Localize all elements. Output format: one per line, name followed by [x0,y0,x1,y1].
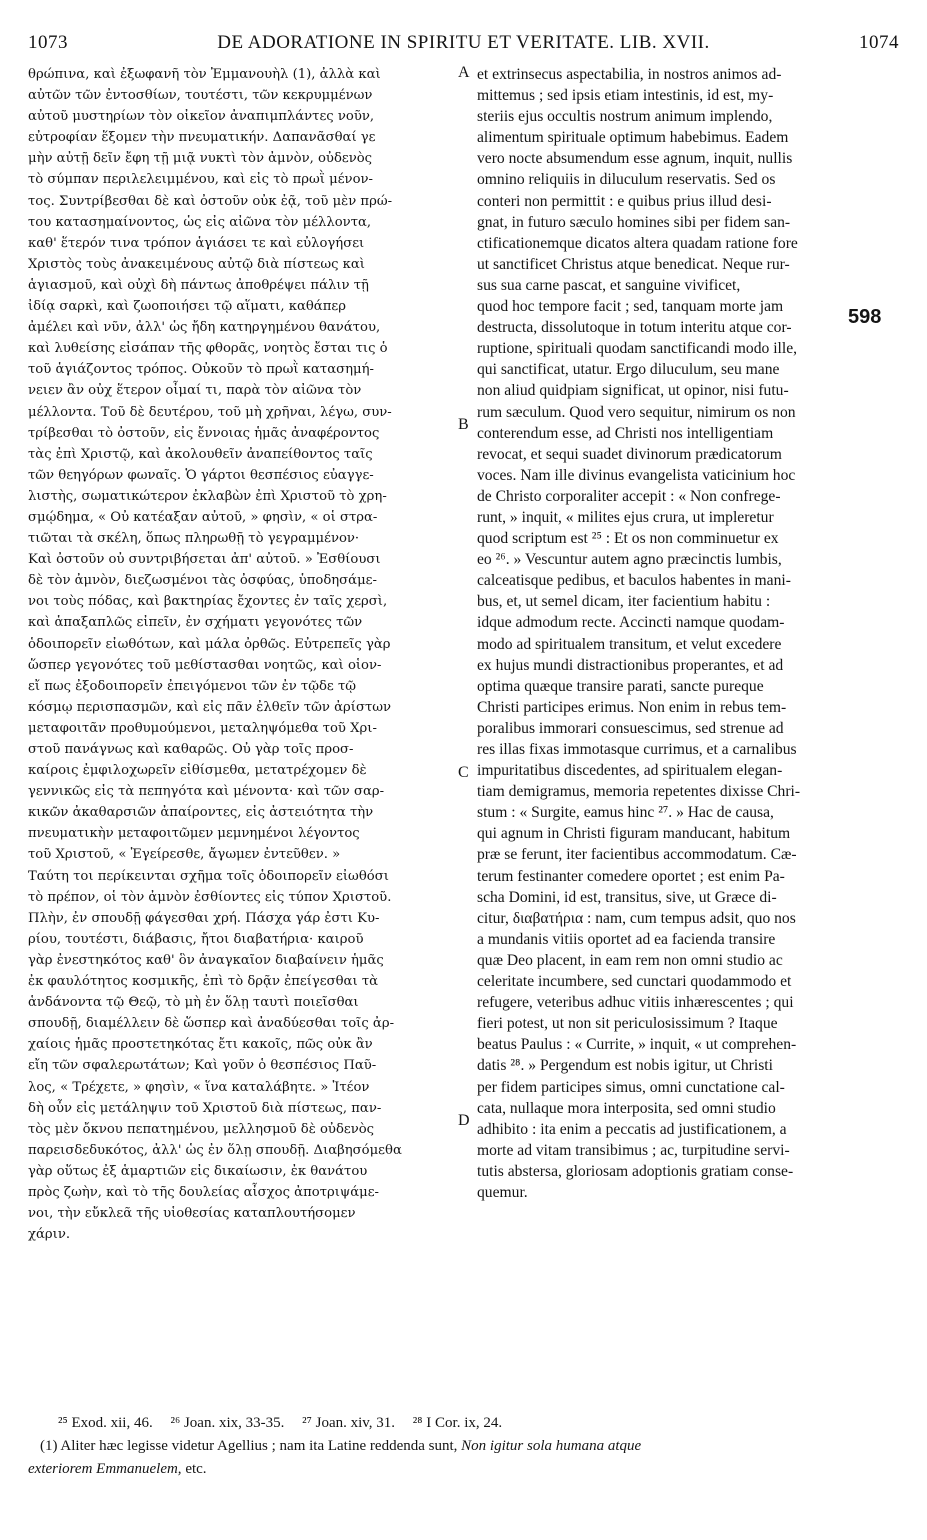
greek-text-line: τῶν θεηγόρων φωναῖς. Ὁ γάρτοι θεσπέσιος εὐαγγε- [28,467,374,483]
latin-text-line: præ se ferunt, iter facientibus accommodatum. Cæ- [477,846,797,864]
greek-text-line: τὸς μὲν ὄκνου πεπατημένου, μελλησμοῦ δὲ οὐδενὸς [28,1121,375,1137]
latin-text-line: bus, et, ut semel dicam, iter facientium habitu : [477,593,771,611]
greek-text-line: αὐτοῦ μυστηρίων τὸν οἰκεῖον ἀναπιμπλάντες νοῦν, [28,109,375,125]
latin-text-line: optima quæque transire parati, sancte pureque [477,677,764,695]
greek-text-line: λος, « Τρέχετε, » φησὶν, « ἵνα καταλάβητε. » Ἰτέον [28,1079,370,1095]
greek-text-line: γὰρ οὕτως ἐξ ἁμαρτιῶν εἰς δικαίωσιν, ἐκ θανάτου [28,1163,368,1179]
greek-text-line: εἴ πως ἐξοδοιπορεῖν ἐπειγόμενοι τῶν ἐν τῷδε τῷ [28,678,356,694]
latin-text-line: citur, διαβατήρια : nam, cum tempus adsit, quo nos [477,909,796,927]
greek-text-line: αὐτῶν τῶν ἐντοσθίων, τουτέστι, τῶν κεκρυμμένων [28,88,373,104]
latin-text-line: res illas fixas immotasque currimus, et a carnalibus [477,741,797,758]
greek-text-line: Ταύτη τοι περίκεινται σχῆμα τοῖς ὁδοιπορεῖν εἰωθόσι [28,868,389,884]
latin-text-line: runt, » inquit, « milites ejus crura, ut impleretur [477,508,774,526]
margin-section-number: 598 [848,306,882,328]
greek-text-line: θρώπινα, καὶ ἐξωφανῆ τὸν Ἐμμανουὴλ (1), ἀλλὰ καὶ [28,67,381,82]
footnote-note-text: (1) Aliter hæc legisse videtur Agellius ; nam ita Latine reddenda sunt, [40,1438,458,1454]
latin-text-line: de Christo corporaliter accepit : « Non confrege- [477,487,781,505]
greek-text-column [28,64,454,1245]
greek-text-line: Χριστὸς τοὺς ἀνακειμένους αὐτῷ διὰ πίστεως καὶ [28,256,365,272]
latin-text-line: conterendum esse, ad Christi nos intelligentiam [477,424,774,442]
running-header [28,32,899,60]
latin-text-line: calceatisque pedibus, et baculos habentes in mani- [477,572,791,590]
latin-text-line: ex hujus mundi distractionibus properantes, et ad [477,656,784,674]
greek-text-line: ἀμέλει καὶ νῦν, ἀλλ' ὡς ἤδη κατηργημένου θανάτου, [28,320,381,336]
greek-text-line: σμῴδημα, « Οὐ κατέαξαν αὐτοῦ, » φησὶν, « οἱ στρα- [28,509,378,525]
latin-text-line: per fidem participes simus, omni cunctatione cal- [477,1078,785,1096]
greek-text-line: σπουδῇ, διαμέλλειν δὲ ὥσπερ καὶ ἀναδύεσθαι τοῖς ἀρ- [28,1016,395,1032]
latin-text-line: poralibus immorari consuescimus, sed strenue ad [477,719,784,737]
latin-text-line: refugere, veteribus adhuc vitiis inhærescentes ; qui [477,994,794,1012]
greek-text-line: εἴη τῶν σφαλερωτάτων; Καὶ γοῦν ὁ θεσπέσιος Παῦ- [28,1058,377,1074]
greek-text-line: πρὸς ζωὴν, καὶ τὸ τῆς δουλείας αἶσχος ἀποτριψάμε- [28,1184,380,1200]
footnote-ref: ²⁵ Exod. xii, 46. [58,1415,153,1431]
greek-text-line: Καὶ ὀστοῦν οὐ συντριβήσεται ἀπ' αὐτοῦ. » Ἐσθίουσι [28,552,381,568]
greek-text-line: δὴ οὖν εἰς μετάληψιν τοῦ Χριστοῦ διὰ πίστεως, παν- [28,1100,382,1116]
latin-text-line: voces. Nam ille divinus evangelista vaticinium hoc [477,466,796,484]
greek-text-line: νοι, τὴν εὔκλεᾶ τῆς υἱοθεσίας καταπλουτήσομεν [28,1206,356,1222]
greek-text-line: ρίου, τουτέστι, διάβασις, ἤτοι διαβατήρια· καιροῦ [28,931,364,947]
latin-text-line: steriis ejus occultis nostrum animum implendo, [477,108,773,126]
margin-letter-a: A [458,64,470,81]
greek-text-line: ὥσπερ γεγονότες τοῦ μεθίστασθαι νοητῶς, καὶ οἱον- [28,657,382,673]
greek-text-line: μέλλοντα. Τοῦ δὲ δευτέρου, τοῦ μὴ χρῆναι, λέγω, συν- [28,404,392,420]
greek-text-line: κόσμῳ περισπασμῶν, καὶ εἰς πᾶν ἐλθεῖν τῶν ἀρίστων [28,699,392,715]
margin-letter-c: C [458,764,469,781]
latin-text-line: vero nocte absumendum esse agnum, inquit, nullis [477,150,793,168]
footnote-note-line1 [28,1435,899,1458]
footnote-note-line2 [28,1458,899,1481]
greek-text-line: καθ' ἕτερόν τινα τρόπον ἁγιάσει τε καὶ εὐλογήσει [28,235,365,251]
latin-text-line: tutis abstersa, gloriosam adoptionis gratiam conse- [477,1162,794,1180]
greek-text-line: τοῦ ἁγιάζοντος τρόπος. Οὐκοῦν τὸ πρωῒ κατασημή- [28,362,374,378]
latin-text-line: ut sanctificet Christus atque benedicat. Neque rur- [477,255,790,273]
latin-text-line: revocat, et sequi suadet divinorum prædicatorum [477,445,782,463]
greek-text-line: μὴν αὐτῇ δεῖν ἔφη τῇ μιᾷ νυκτὶ τὸν ἀμνὸν, οὐδενὸς [28,151,373,167]
footnotes [28,1412,899,1481]
page-number-right: 1074 [859,32,899,53]
latin-text-line: ruptione, spirituali quodam sanctificandi modo ille, [477,340,798,358]
greek-text-line: καὶ λυθείσης εἰσάπαν τῆς φθορᾶς, νοητὸς ἔσται τις ὁ [28,341,388,357]
greek-text-line: στοῦ πανάγνως καὶ καθαρῶς. Οὐ γὰρ τοῖς προσ- [28,742,354,757]
latin-text-line: quemur. [477,1183,528,1201]
latin-text-line: quod scriptum est ²⁵ : Et os non comminuetur ex [477,530,779,548]
latin-text-line: omnino reliquiis in diluculum reservatis. Sed os [477,171,776,189]
latin-text-line: quæ Deo placent, in eam rem non omni studio ac [477,951,783,969]
greek-text-line: λιστὴς, σωματικώτερον ἐκλαβὼν ἐπὶ Χριστοῦ τὸ χρη- [28,488,387,504]
latin-text-column [477,64,895,1203]
greek-text-line: τὰς ἐπὶ Χριστῷ, καὶ ἀκολουθεῖν ἀναπείθοντος ταῖς [28,446,373,462]
latin-text-line: alimentum spirituale optimum habebimus. Eadem [477,129,789,147]
greek-text-line: τιῶται τὰ σκέλη, ὅπως πληρωθῇ τὸ γεγραμμένον· [28,531,360,547]
greek-text-line: ἁνδάνοντα τῷ Θεῷ, τὸ μὴ ἐν ὅλῃ ταυτὶ ποιεῖσθαι [28,995,359,1011]
latin-text-line: destructa, dissolutoque in totum interitu atque cor- [477,319,792,337]
greek-text-line: εὐτροφίαν ἕξομεν τὴν πνευματικήν. Δαπανᾶσθαί γε [28,130,376,146]
latin-text-line: conteri non permittit : e quibus prius illud desi- [477,192,772,210]
latin-text-line: datis ²⁸. » Pergendum est nobis igitur, ut Christi [477,1057,773,1075]
latin-text-line: modo ad spiritualem transitum, et velut excedere [477,635,782,653]
greek-text-line: χάριν. [28,1227,71,1243]
latin-text-line: a mundanis vitiis oportet ad ea facienda transire [477,930,776,948]
latin-text-line: morte ad vitam transibimus ; ac, turpitudine servi- [477,1141,790,1159]
latin-text-line: celeritate incumbere, sed cunctari quodammodo et [477,973,792,991]
greek-text-line: Πλὴν, ἐν σπουδῇ φάγεσθαι χρή. Πάσχα γάρ ἐστι Κυ- [28,910,380,926]
latin-text-line: stum : « Surgite, eamus hinc ²⁷. » Hac de causa, [477,804,774,822]
greek-text-line: κικῶν ἀκαθαρσιῶν ἀπαίροντες, εἰς ἀστειότητα τὴν [28,805,374,821]
latin-text-line: sus sua carne pascat, et sanguine vivificet, [477,276,741,294]
greek-text-line: ἁγιασμοῦ, καὶ οὐχὶ δὴ πάντως ἀποθρέψει πάλιν τῇ [28,277,369,293]
footnote-note-italic: Non igitur sola humana atque [461,1438,642,1454]
greek-text-line: τὸ πρέπον, οἱ τὸν ἀμνὸν ἐσθίοντες εἰς τύπον Χριστοῦ. [28,889,392,905]
latin-text-line: mittemus ; sed ipsis etiam intestinis, id est, my- [477,87,774,105]
greek-text-line: χαίοις ἡμᾶς προστετηκότας ἔτι κακοῖς, πῶς οὐκ ἂν [28,1037,373,1053]
latin-text-line: terum festinanter comedere oportet ; est enim Pa- [477,867,785,885]
greek-text-line: νειεν ἂν οὐχ ἕτερον οἶμαί τι, παρὰ τὸν αἰῶνα τὸν [28,383,362,399]
greek-text-line: καίροις ἐμφιλοχωρεῖν εἰθίσμεθα, μετατρέχομεν δὲ [28,763,367,779]
greek-text-line: τοῦ Χριστοῦ, « Ἐγείρεσθε, ἄγωμεν ἐντεῦθεν. » [28,847,341,863]
running-title: DE ADORATIONE IN SPIRITU ET VERITATE. LIB. XVII. [217,32,710,53]
greek-text-line: νοι τοὺς πόδας, καὶ βακτηρίας ἔχοντες ἐν ταῖς χερσὶ, [28,594,388,610]
footnote-ref: ²⁶ Joan. xix, 33-35. [170,1415,285,1431]
greek-text-line: τρίβεσθαι τὸ ὀστοῦν, εἰς ἔννοιας ἡμᾶς ἀναφέροντος [28,425,380,441]
latin-text-line: ctificationemque dicatos altera quadam ratione fore [477,234,798,252]
margin-letter-d: D [458,1112,470,1129]
latin-text-line: impuritatibus discedentes, ad spiritualem elegan- [477,762,783,780]
greek-text-line: του κατασημαίνοντος, ὡς εἰς αἰῶνα τὸν μέλλοντα, [28,214,372,230]
margin-letter-b: B [458,416,469,433]
greek-text-line: πνευματικὴν μεταφοιτῶμεν μεμνημένοι λέγοντος [28,826,360,842]
footnote-ref: ²⁸ I Cor. ix, 24. [412,1415,503,1431]
latin-text-line: eo ²⁶. » Vescuntur autem agno præcinctis lumbis, [477,551,782,569]
greek-text-line: μεταφοιτᾶν προθυμούμενοι, μεταληψόμεθα τοῦ Χρι- [28,720,377,736]
footnote-note-italic-cont: exteriorem Emmanuelem, [28,1461,182,1477]
greek-text-line: τος. Συντρίβεσθαι δὲ καὶ ὀστοῦν οὐκ ἐᾷ, τοῦ μὲν πρώ- [28,193,393,209]
latin-text-line: quod hoc tempore facit ; sed, tanquam morte jam [477,298,784,316]
latin-text-line: fieri potest, ut non sit periculosissimum ? Itaque [477,1015,778,1033]
latin-text-line: et extrinsecus aspectabilia, in nostros animos ad- [477,66,782,83]
greek-text-line: γὰρ ἐνεστηκότος καθ' ὃν ἀναγκαῖον διαβαίνειν ἡμᾶς [28,952,384,968]
latin-text-line: qui agnum in Christi figuram manducant, habitum [477,825,791,843]
footnote-references [28,1412,899,1435]
latin-text-line: idque admodum recte. Accincti namque quodam- [477,614,785,632]
greek-text-line: καὶ ἁπαξαπλῶς εἰπεῖν, ἐν σχήματι γεγονότες τῶν [28,615,363,631]
latin-text-line: non aliud quidpiam significat, ut opinor, nisi futu- [477,382,789,400]
latin-text-line: rum sæculum. Quod vero sequitur, nimirum os non [477,403,796,421]
greek-text-line: παρεισδεδυκότος, ἀλλ' ὡς ἐν ὅλῃ σπουδῇ. Διαβησόμεθα [28,1142,402,1158]
latin-text-line: scha Domini, id est, transitus, sive, ut Græce di- [477,888,777,906]
greek-text-line: τὸ σύμπαν περιλελειμμένου, καὶ εἰς τὸ πρωῒ μένον- [28,172,373,188]
latin-text-line: Christi participes erimus. Non enim in rebus tem- [477,698,787,716]
greek-text-line: ἐκ φαυλότητος κοσμικῆς, ἐπὶ τὸ δρᾷν ἐπείγεσθαι τὰ [28,974,379,990]
latin-text-line: cata, nullaque mora interposita, sed omni studio [477,1099,776,1117]
latin-text-line: tiam demigramus, memoria repetentes dixisse Chri- [477,783,801,801]
footnote-note-etc: etc. [185,1461,207,1477]
greek-text-line: ἰδίᾳ σαρκὶ, καὶ ζωοποιήσει τῷ αἵματι, καθάπερ [28,299,346,315]
latin-text-line: gnat, in futuro sæculo homines sibi per fidem san- [477,213,791,231]
greek-text-line: δὲ τὸν ἀμνὸν, διεζωσμένοι τὰς ὀσφύας, ὑποδησάμε- [28,573,377,589]
latin-text-line: qui sanctificat, utatur. Ergo diluculum, seu mane [477,361,780,379]
page-number-left: 1073 [28,32,68,53]
greek-text-line: ὁδοιπορεῖν εἰωθότων, καὶ μάλα ὀρθῶς. Εὐτρεπεῖς γὰρ [28,636,391,652]
greek-text-line: γεννικῶς εἰς τὰ πεπηγότα καὶ μένοντα· καὶ τῶν σαρ- [28,784,385,800]
latin-text-line: beatus Paulus : « Currite, » inquit, « ut comprehen- [477,1036,797,1054]
footnote-ref: ²⁷ Joan. xiv, 31. [302,1415,396,1431]
latin-text-line: adhibito : ita enim a peccatis ad justificationem, a [477,1120,787,1138]
